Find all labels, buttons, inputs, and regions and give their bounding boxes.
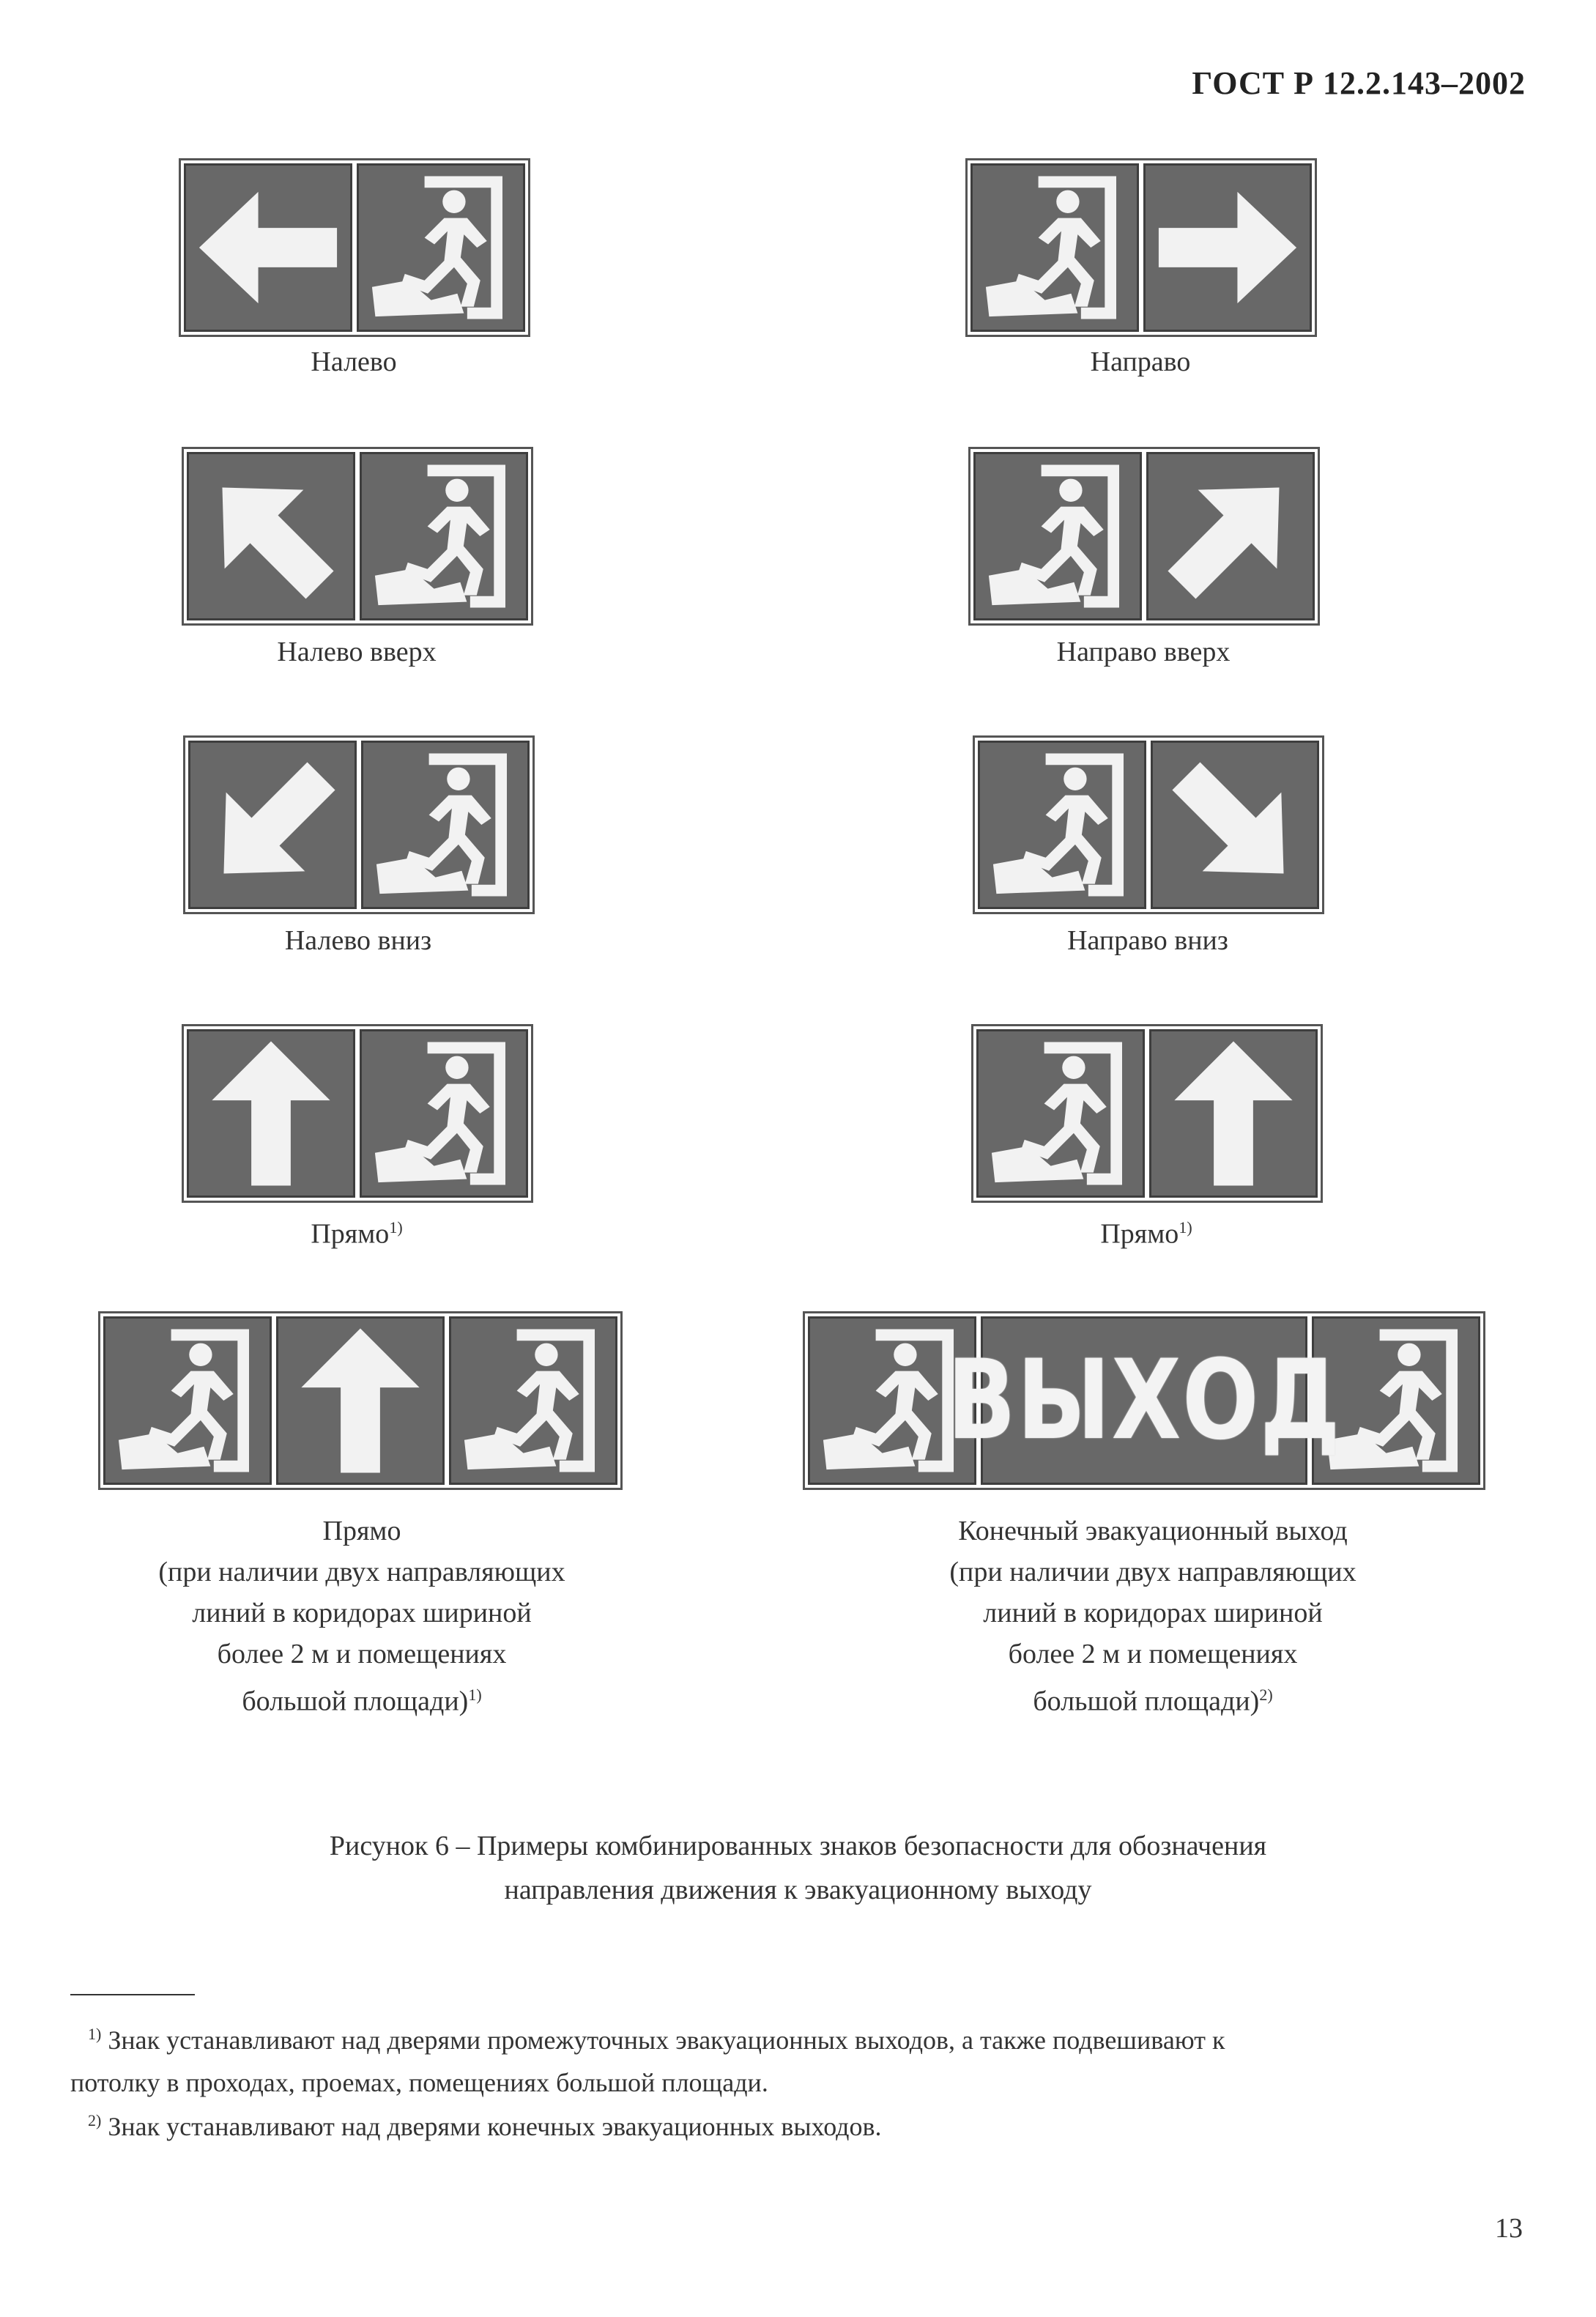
footnote-1: $^{1)}$ Знак устанавливают над дверями промежуточных эвакуационных выходов, а также подвешивают к потолку в проходах, проемах, помещениях большой площади.: [70, 2025, 1225, 2097]
exit-word: ВЫХОД: [946, 1337, 1342, 1464]
caption-right: Направо: [1090, 346, 1191, 377]
arrow-up-right-icon: [1115, 420, 1347, 653]
panel-arrow: [1149, 1029, 1318, 1198]
running-man-exit-icon: [979, 1031, 1143, 1195]
panel-arrow: [188, 741, 357, 909]
caption-right-down: Направо вниз: [1067, 925, 1228, 956]
panel-arrow: [1143, 163, 1312, 332]
panel-arrow: [187, 1029, 355, 1198]
arrow-up-left-icon: [155, 420, 387, 653]
sign-straight-right: [971, 1024, 1323, 1203]
arrow-up-icon: [1151, 1031, 1315, 1195]
sign-left-up: [182, 447, 533, 626]
footnote-divider: [70, 1994, 195, 1995]
panel-runner: [449, 1316, 617, 1485]
panel-exit-word: [946, 1316, 1342, 1485]
panel-arrow: [187, 452, 355, 620]
sign-right-down: [973, 735, 1324, 914]
caption-straight-right: Прямо$^{1)}$: [1100, 1218, 1192, 1250]
panel-runner: [360, 1029, 528, 1198]
caption-right-up: Направо вверх: [1056, 637, 1231, 667]
panel-arrow: [1151, 741, 1319, 909]
figure-caption: Рисунок 6 – Примеры комбинированных знаков безопасности для обозначения направления движения к эвакуационному выходу: [329, 1831, 1267, 1905]
sign-right: [965, 158, 1317, 337]
sign-left: [179, 158, 530, 337]
sign-left-down: [183, 735, 535, 914]
panel-arrow: [184, 163, 352, 332]
sign-final-exit: [803, 1311, 1485, 1490]
caption-straight-left: Прямо$^{1)}$: [311, 1218, 403, 1250]
arrow-left-icon: [186, 166, 350, 330]
arrow-up-icon: [278, 1319, 442, 1483]
caption-left-down: Налево вниз: [284, 925, 432, 956]
running-man-exit-icon: [105, 1319, 270, 1483]
arrow-right-icon: [1146, 166, 1310, 330]
caption-left: Налево: [311, 346, 397, 377]
running-man-exit-icon: [359, 166, 523, 330]
panel-runner: [103, 1316, 272, 1485]
running-man-exit-icon: [973, 166, 1137, 330]
footnote-2: $^{2)}$ Знак устанавливают над дверями конечных эвакуационных выходов.: [88, 2111, 882, 2141]
arrow-down-right-icon: [1119, 709, 1351, 941]
caption-left-up: Налево вверх: [277, 637, 437, 667]
caption-straight-triple: Прямо (при наличии двух направляющих линий в коридорах шириной более 2 м и помещениях большой площади)$^{1)}$: [158, 1516, 565, 1717]
panel-runner: [357, 163, 525, 332]
panel-arrow: [1146, 452, 1315, 620]
panel-runner: [970, 163, 1139, 332]
arrow-up-icon: [189, 1031, 353, 1195]
sign-right-up: [968, 447, 1320, 626]
running-man-exit-icon: [451, 1319, 615, 1483]
running-man-exit-icon: [362, 1031, 526, 1195]
sign-straight-left: [182, 1024, 533, 1203]
panel-runner: [976, 1029, 1145, 1198]
page-number: 13: [1495, 2213, 1523, 2244]
arrow-down-left-icon: [157, 709, 389, 941]
panel-arrow: [276, 1316, 445, 1485]
caption-final-exit: Конечный эвакуационный выход (при наличии двух направляющих линий в коридорах шириной более 2 м и помещениях большой площади)$^{2)}$: [949, 1516, 1356, 1717]
document-id: ГОСТ Р 12.2.143–2002: [1192, 65, 1526, 101]
sign-straight-triple: [98, 1311, 623, 1490]
